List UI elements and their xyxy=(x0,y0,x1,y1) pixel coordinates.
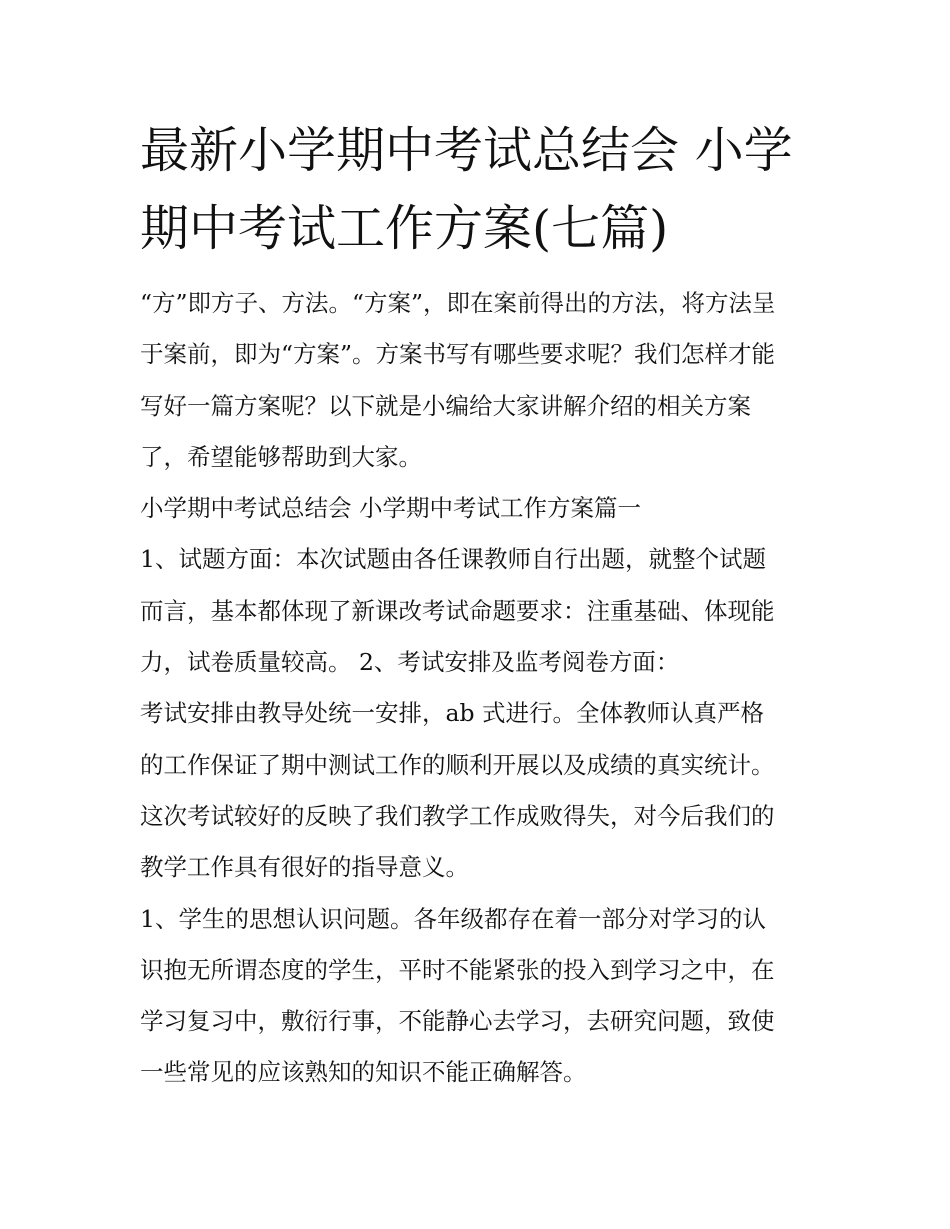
document-title xyxy=(140,112,820,268)
paragraph-line: 识抱无所谓态度的学生，平时不能紧张的投入到学习之中，在 xyxy=(140,955,775,984)
paragraph-line: 一些常见的应该熟知的知识不能正确解答。 xyxy=(140,1058,587,1087)
paragraph-line: 考试安排由教导处统一安排，ab 式进行。全体教师认真严格 xyxy=(140,699,765,728)
intro-line: 写好一篇方案呢？以下就是小编给大家讲解介绍的相关方案 xyxy=(140,391,751,420)
document-body xyxy=(140,278,822,1099)
paragraph-line: 1、试题方面：本次试题由各任课教师自行出题，就整个试题 xyxy=(140,545,766,574)
section-heading: 小学期中考试总结会 小学期中考试工作方案篇一 xyxy=(140,494,641,523)
intro-line: 于案前，即为“方案”。方案书写有哪些要求呢？我们怎样才能 xyxy=(140,340,776,369)
title-line: 期中考试工作方案(七篇) xyxy=(140,200,669,257)
intro-line: 了，希望能够帮助到大家。 xyxy=(140,442,422,471)
paragraph-line: 学习复习中，敷衍行事，不能静心去学习，去研究问题，致使 xyxy=(140,1007,775,1036)
paragraph-line: 这次考试较好的反映了我们教学工作成败得失，对今后我们的 xyxy=(140,801,775,830)
paragraph-line: 的工作保证了期中测试工作的顺利开展以及成绩的真实统计。 xyxy=(140,750,775,779)
paragraph-line: 力，试卷质量较高。 2、考试安排及监考阅卷方面： xyxy=(140,648,680,677)
intro-line: “方”即方子、方法。“方案”，即在案前得出的方法，将方法呈 xyxy=(140,289,776,317)
paragraph-line: 1、学生的思想认识问题。各年级都存在着一部分对学习的认 xyxy=(140,904,766,933)
paragraph-line: 而言，基本都体现了新课改考试命题要求：注重基础、体现能 xyxy=(140,596,775,625)
title-line: 最新小学期中考试总结会 小学 xyxy=(140,122,793,179)
paragraph-line: 教学工作具有很好的指导意义。 xyxy=(140,853,469,882)
